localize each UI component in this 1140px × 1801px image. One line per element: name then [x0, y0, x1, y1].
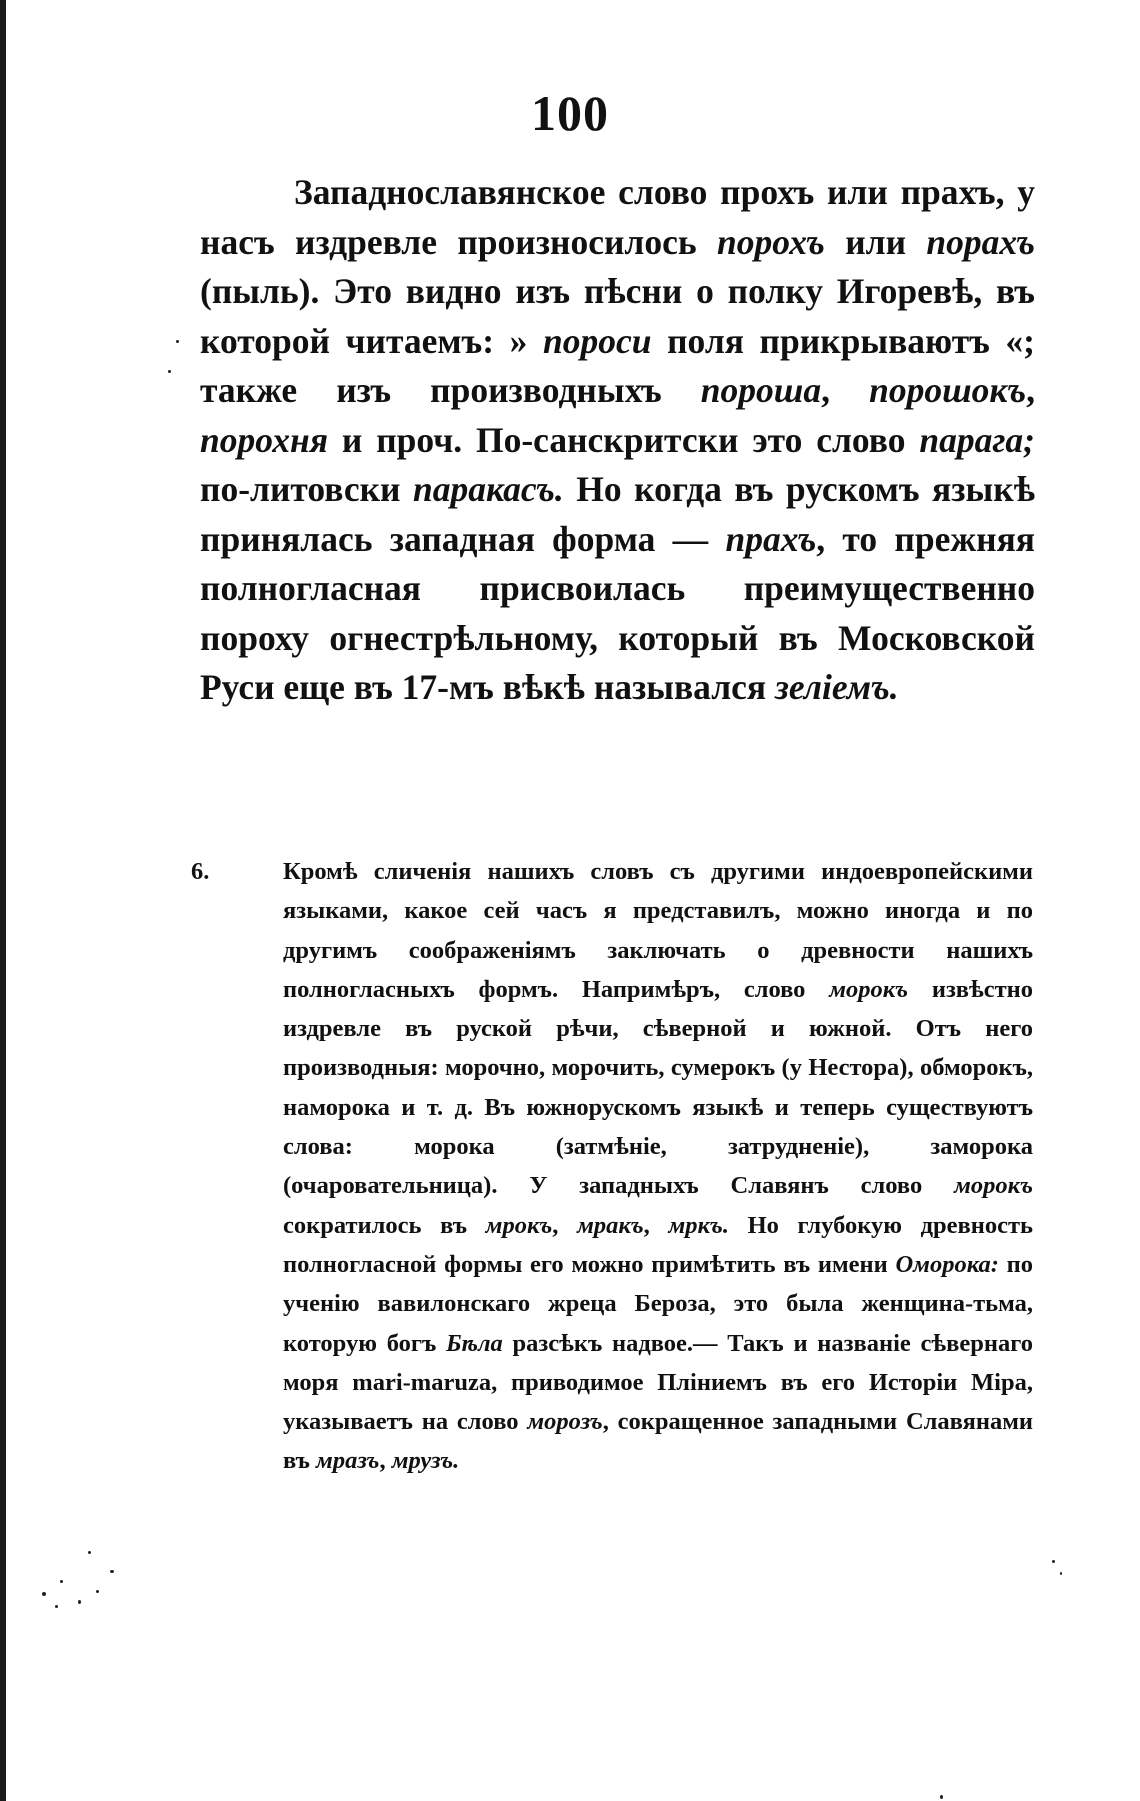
text-run: Западнославянское слово прохъ или прахъ, у насъ издревле произносилось: [200, 172, 1035, 262]
text-run: ,: [379, 1447, 392, 1475]
text-run: ,: [821, 370, 870, 410]
scan-speck: [55, 1605, 58, 1608]
italic-term: парага;: [919, 419, 1035, 460]
italic-term: порохня: [200, 419, 329, 460]
scan-speck: [78, 1600, 81, 1604]
text-run: (пыль). Это видно изъ пѣсни о полку Игоревѣ, въ которой читаемъ: »: [200, 271, 1035, 361]
italic-term: пороша: [700, 370, 822, 410]
italic-term: порохъ: [716, 221, 825, 262]
scan-speck: [88, 1551, 91, 1554]
text-run: разсѣкъ надвое.— Такъ и названіе сѣвернаго моря mari-maruza, приводимое Пліниемъ въ его Исторіи Міра, указываетъ на слово: [283, 1329, 1033, 1436]
italic-term: мразъ: [316, 1447, 380, 1475]
scan-speck: [42, 1592, 46, 1596]
scan-speck: [60, 1580, 63, 1583]
text-run: ,: [643, 1211, 669, 1239]
page-number: 100: [531, 85, 609, 141]
italic-term: Бѣла: [446, 1329, 503, 1357]
text-run: по-литовски: [200, 469, 414, 509]
text-run: , то прежняя полногласная присвоилась преимущественно пороху огнестрѣльному, который въ Московской Руси еще въ 17-мъ вѣкѣ назывался: [200, 518, 1035, 707]
italic-term: Оморока:: [895, 1250, 999, 1278]
text-run: и проч. По-санскритски это слово: [328, 419, 920, 460]
scan-speck: [940, 1795, 943, 1799]
italic-term: морокъ: [954, 1172, 1033, 1200]
scan-speck: [110, 1570, 114, 1573]
text-run: извѣстно издревле въ руской рѣчи, сѣверной и южной. Отъ него производныя: морочно, морочить, сумерокъ (у Нестора), обморокъ, наморока и т. д. Въ южнорускомъ языкѣ и теперь существуютъ слова: морока (затмѣніе, затрудненіе), заморока (очаровательница). У западныхъ Славянъ слово: [283, 975, 1033, 1200]
italic-term: мрокъ: [485, 1211, 553, 1239]
italic-term: зеліемъ.: [775, 667, 899, 707]
main-paragraph: [200, 168, 1035, 713]
text-run: Но глубокую древность полногласной формы его можно примѣтить въ имени: [283, 1211, 1034, 1278]
italic-term: порахъ: [926, 221, 1035, 262]
italic-term: паракасъ.: [413, 469, 564, 509]
text-run: по ученію вавилонскаго жреца Бероза, это была женщина-тьма, которую богъ: [283, 1250, 1033, 1357]
italic-term: морозъ: [527, 1408, 603, 1436]
text-run: поля прикрываютъ «; также изъ производныхъ: [200, 320, 1035, 410]
italic-term: прахъ: [725, 518, 817, 559]
text-run: или: [824, 221, 927, 262]
footnote: [191, 852, 1034, 1481]
italic-term: пороси: [543, 320, 652, 361]
text-run: ,: [552, 1211, 578, 1239]
page-left-edge-shadow: [0, 0, 6, 1801]
text-run: сократилось въ: [283, 1211, 486, 1239]
italic-term: морокъ: [829, 975, 909, 1003]
footnote-number: 6.: [191, 858, 210, 885]
text-run: Кромѣ сличенія нашихъ словъ съ другими индоевропейскими языками, какое сей часъ я представилъ, можно иногда и по другимъ соображеніямъ заключать о древности нашихъ полногласныхъ формъ. Напримѣръ, слово: [283, 858, 1033, 1003]
scan-speck: [1060, 1572, 1062, 1575]
italic-term: порошокъ: [869, 370, 1027, 410]
italic-term: мракъ: [577, 1211, 644, 1239]
italic-term: мрузъ.: [391, 1447, 460, 1475]
text-run: , сокращенное западными Славянами въ: [283, 1408, 1033, 1475]
footnote-body: [283, 858, 1033, 1474]
scan-speck: [96, 1590, 99, 1593]
scan-speck: [176, 340, 179, 343]
text-run: Но когда въ рускомъ языкѣ принялась западная форма —: [200, 469, 1035, 559]
scan-speck: [168, 370, 171, 373]
text-run: ,: [1026, 370, 1035, 410]
scan-speck: [1052, 1560, 1055, 1563]
italic-term: мркъ.: [668, 1211, 729, 1239]
